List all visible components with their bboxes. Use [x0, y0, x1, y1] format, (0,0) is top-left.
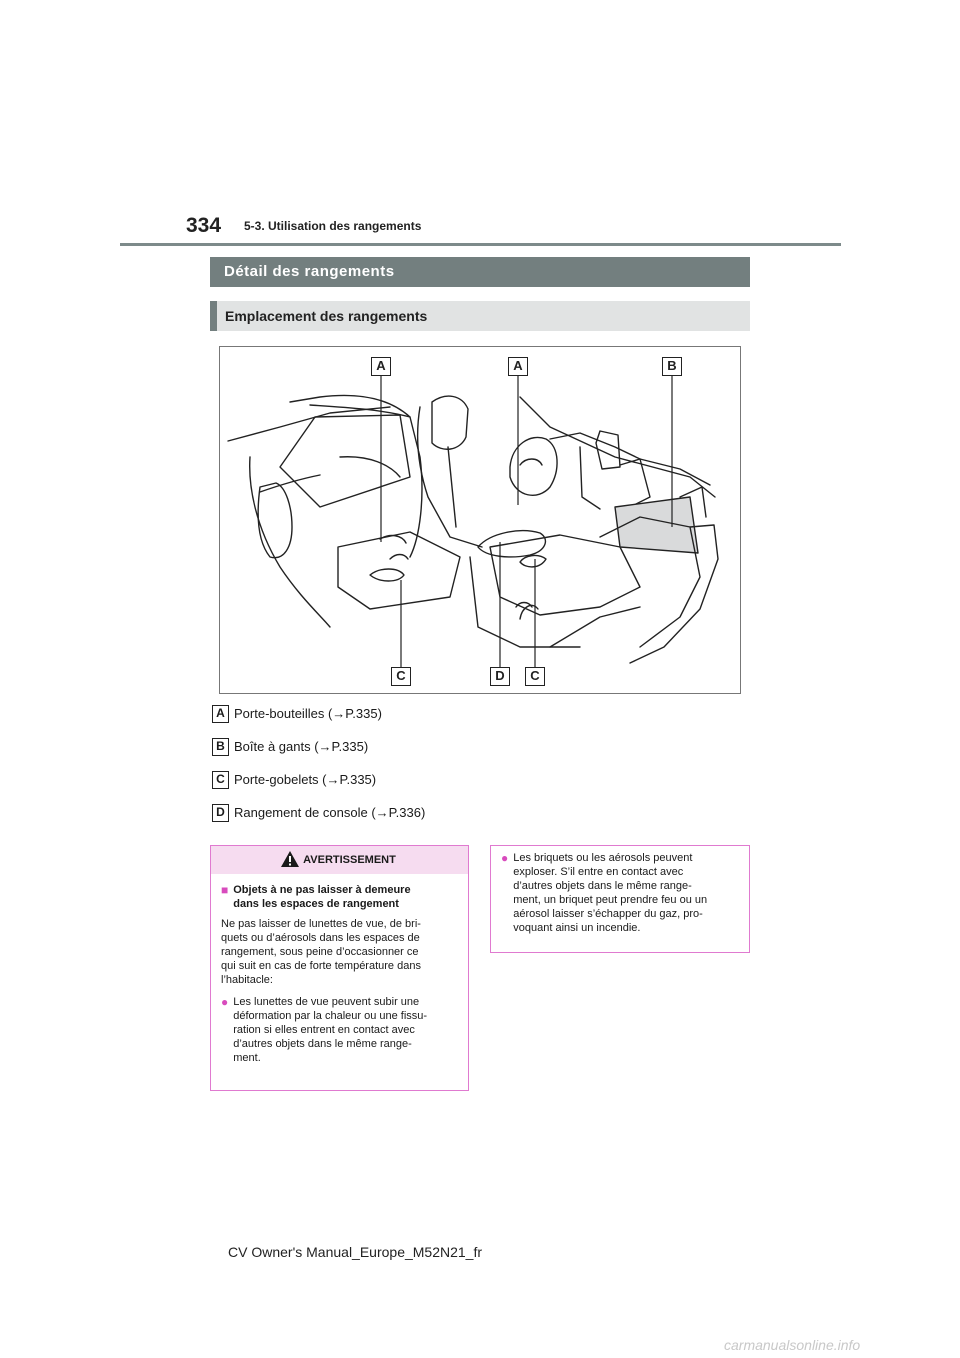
round-bullet-icon: ●: [221, 995, 229, 1009]
text-line: déformation par la chaleur ou une fissu-: [233, 1010, 428, 1022]
legend-letter: B: [212, 738, 229, 756]
text-line: aérosol laisser s’échapper du gaz, pro-: [513, 908, 703, 920]
text-line: ment, un briquet peut prendre feu ou un: [513, 894, 708, 906]
legend-text: Porte-bouteilles (→P.335): [234, 706, 382, 721]
round-bullet-icon: ●: [501, 851, 509, 865]
warning-box: [210, 845, 469, 1091]
square-bullet-icon: ■: [221, 883, 229, 897]
text-line: qui suit en cas de forte température dans: [221, 960, 421, 972]
warning-heading: AVERTISSEMENT: [303, 854, 396, 866]
text-line: ration si elles entrent en contact avec: [233, 1024, 415, 1036]
page-number: 334: [186, 214, 222, 237]
text-line: l’habitacle:: [221, 974, 273, 986]
text-line: rangement, sous peine d’occasionner ce: [221, 946, 419, 958]
callout-c-right: C: [525, 667, 545, 686]
warning-subheading-line: Objets à ne pas laisser à demeure: [233, 884, 411, 896]
text-line: voquant ainsi un incendie.: [513, 922, 641, 934]
warning-subheading-line: dans les espaces de rangement: [233, 898, 399, 910]
legend-letter: A: [212, 705, 229, 723]
callout-b: B: [662, 357, 682, 376]
text-line: d’autres objets dans le même range-: [513, 880, 692, 892]
legend-text: Porte-gobelets (→P.335): [234, 772, 377, 787]
callout-a-right: A: [508, 357, 528, 376]
footer-manual-id: CV Owner's Manual_Europe_M52N21_fr: [228, 1244, 483, 1260]
text-line: Ne pas laisser de lunettes de vue, de bri-: [221, 918, 421, 930]
text-line: ment.: [233, 1052, 261, 1064]
section-subtitle: Emplacement des rangements: [210, 301, 750, 331]
warning-box-continued: [490, 845, 750, 953]
watermark: carmanualsonline.info: [724, 1337, 861, 1353]
car-interior-illustration: [219, 346, 741, 694]
header-rule: [120, 243, 841, 246]
text-line: Les lunettes de vue peuvent subir une: [233, 996, 420, 1008]
legend-letter: D: [212, 804, 229, 822]
text-line: d’autres objets dans le même range-: [233, 1038, 412, 1050]
interior-line-art: [220, 347, 740, 693]
warning-triangle-icon: [280, 850, 300, 868]
legend-text: Boîte à gants (→P.335): [234, 739, 369, 754]
section-path: 5-3. Utilisation des rangements: [244, 219, 422, 233]
callout-d: D: [490, 667, 510, 686]
warning-header: [211, 846, 468, 874]
warning-bullet: [221, 995, 458, 1065]
callout-c-left: C: [391, 667, 411, 686]
legend-letter: C: [212, 771, 229, 789]
callout-a-left: A: [371, 357, 391, 376]
warning-body: [491, 846, 749, 935]
legend-text: Rangement de console (→P.336): [234, 805, 426, 820]
warning-bullet: [501, 851, 739, 935]
text-line: Les briquets ou les aérosols peuvent: [513, 852, 693, 864]
text-line: exploser. S’il entre en contact avec: [513, 866, 684, 878]
warning-paragraph: [221, 917, 458, 987]
warning-subheading: [221, 883, 458, 911]
warning-body: [211, 874, 468, 1065]
text-line: quets ou d’aérosols dans les espaces de: [221, 932, 420, 944]
section-title: Détail des rangements: [210, 257, 750, 287]
